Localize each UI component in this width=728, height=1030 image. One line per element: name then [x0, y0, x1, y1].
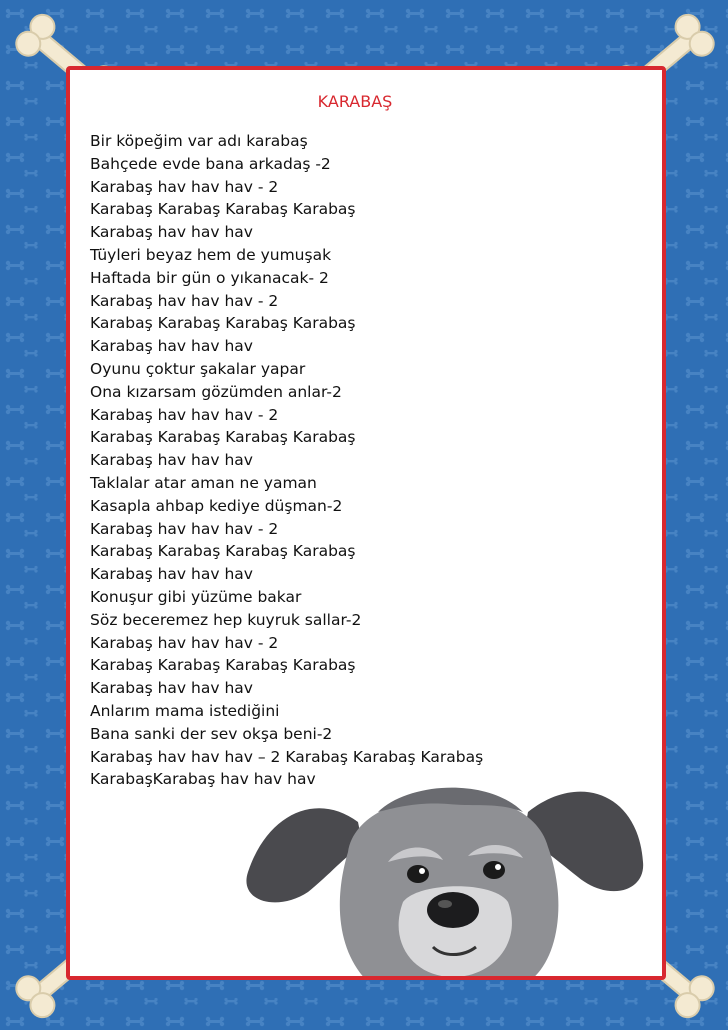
- poem-line: Ona kızarsam gözümden anlar-2: [90, 382, 342, 401]
- poem-line: Tüyleri beyaz hem de yumuşak: [90, 245, 332, 264]
- poem-line: Taklalar atar aman ne yaman: [90, 473, 317, 492]
- poem-line: Karabaş hav hav hav: [90, 337, 253, 356]
- poem-lines: [90, 130, 483, 791]
- poem-line: Karabaş hav hav hav: [90, 565, 253, 584]
- poem-line: Bir köpeğim var adı karabaş: [90, 132, 308, 150]
- poem-line: Karabaş Karabaş Karabaş Karabaş: [90, 428, 356, 447]
- poem-line: Bahçede evde bana arkadaş -2: [90, 154, 331, 173]
- poem-line: Karabaş hav hav hav: [90, 679, 253, 698]
- poem-line: KarabaşKarabaş hav hav hav: [90, 770, 316, 789]
- poem-line: Karabaş hav hav hav - 2: [90, 519, 279, 538]
- poem-line: Karabaş hav hav hav - 2: [90, 405, 279, 424]
- poem-line: Karabaş Karabaş Karabaş Karabaş: [90, 542, 356, 561]
- poem-line: Karabaş Karabaş Karabaş Karabaş: [90, 656, 356, 675]
- poem-line: Karabaş hav hav hav - 2: [90, 633, 279, 652]
- poem-line: Karabaş Karabaş Karabaş Karabaş: [90, 314, 356, 333]
- poem-line: Karabaş hav hav hav - 2: [90, 177, 279, 196]
- poem-line: Kasapla ahbap kediye düşman-2: [90, 496, 343, 515]
- poem-line: Konuşur gibi yüzüme bakar: [90, 587, 302, 606]
- poem-line: Söz beceremez hep kuyruk sallar-2: [90, 610, 362, 629]
- poem-line: Karabaş Karabaş Karabaş Karabaş: [90, 200, 356, 219]
- poem-line: Anlarım mama istediğini: [90, 701, 280, 720]
- poem-page: [66, 66, 666, 980]
- poem-line: Karabaş hav hav hav: [90, 451, 253, 470]
- poem-line: Oyunu çoktur şakalar yapar: [90, 359, 306, 378]
- poem-line: Bana sanki der sev okşa beni-2: [90, 724, 333, 743]
- poem-line: Karabaş hav hav hav: [90, 223, 253, 242]
- poem-title: KARABAŞ: [317, 92, 393, 111]
- poem-line: Haftada bir gün o yıkanacak- 2: [90, 268, 329, 287]
- poem-line: Karabaş hav hav hav – 2 Karabaş Karabaş Karabaş: [90, 747, 484, 766]
- poem-line: Karabaş hav hav hav - 2: [90, 291, 279, 310]
